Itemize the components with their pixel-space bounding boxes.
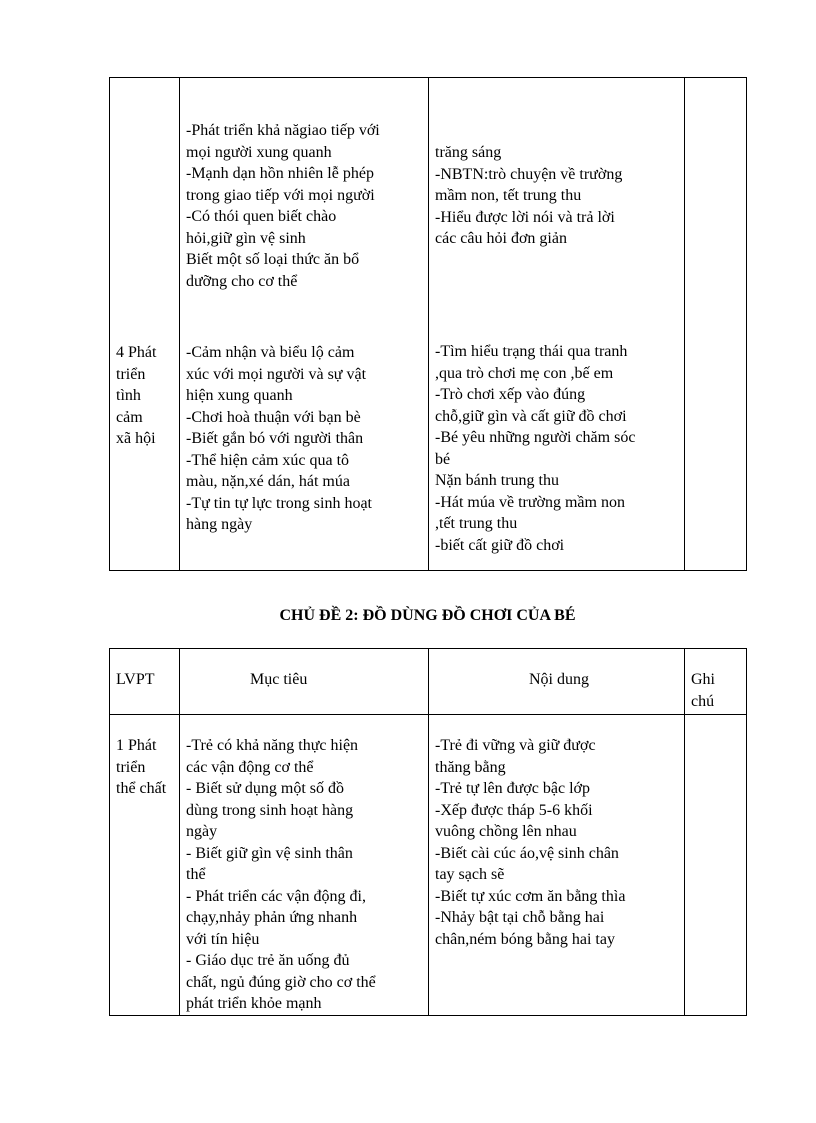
header-label: Ghi: [691, 671, 715, 688]
goal-line: phát triển khỏe mạnh: [186, 995, 322, 1012]
header-row: [110, 649, 747, 715]
area-line: triển: [116, 758, 146, 776]
content-line: -biết cất giữ đồ chơi: [435, 536, 565, 554]
goal-line: - Phát triển các vận động đi,: [186, 887, 366, 905]
goals-table: [109, 648, 747, 1016]
goal-line: hiện xung quanh: [186, 387, 293, 404]
content-line: chỗ,giữ gìn và cất giữ đồ chơi: [435, 407, 627, 425]
area-line: 4 Phát: [116, 344, 157, 361]
goal-line: mọi người xung quanh: [186, 143, 332, 161]
content-line: mầm non, tết trung thu: [435, 187, 582, 204]
area-line: thể chất: [116, 780, 167, 797]
content-line: -Biết cài cúc áo,vệ sinh chân: [435, 844, 619, 862]
area-line: triển: [116, 365, 146, 383]
table-row: [110, 78, 747, 571]
content-line: tay sạch sẽ: [435, 866, 505, 883]
area-line: 1 Phát: [116, 737, 157, 754]
content-line: -Nhảy bật tại chỗ bằng hai: [435, 909, 605, 926]
goal-line: -Trẻ có khả năng thực hiện: [186, 737, 359, 754]
content-cell: [429, 715, 685, 1016]
goal-line: các vận động cơ thể: [186, 758, 314, 776]
goal-line: dưỡng cho cơ thể: [186, 272, 298, 290]
goal-line: Biết một số loại thức ăn bổ: [186, 251, 360, 268]
goal-line: -Thể hiện cảm xúc qua tô: [186, 451, 350, 469]
goal-line: -Biết gắn bó với người thân: [186, 430, 364, 447]
content-line: Nặn bánh trung thu: [435, 472, 559, 489]
content-line: thăng bằng: [435, 758, 506, 776]
goal-line: -Phát triển khả năgiao tiếp với: [186, 122, 380, 139]
goal-line: trong giao tiếp với mọi người: [186, 186, 375, 204]
content-line: -Biết tự xúc cơm ăn bằng thìa: [435, 887, 626, 905]
content-line: -NBTN:trò chuyện về trường: [435, 165, 623, 183]
goal-line: -Có thói quen biết chào: [186, 208, 337, 225]
header-label: chú: [691, 692, 715, 710]
goal-line: - Biết giữ gìn vệ sinh thân: [186, 844, 353, 862]
goal-line: chất, ngủ đúng giờ cho cơ thể: [186, 973, 376, 991]
content-cell: [429, 78, 685, 571]
content-line: -Bé yêu những người chăm sóc: [435, 429, 636, 446]
content-line: vuông chồng lên nhau: [435, 823, 577, 840]
goals-cell: [180, 715, 429, 1016]
goals-table-continued: [109, 77, 747, 571]
goal-line: - Biết sử dụng một số đồ: [186, 780, 345, 797]
content-line: bé: [435, 450, 451, 468]
content-line: -Trẻ tự lên được bậc lớp: [435, 780, 590, 797]
goal-line: xúc với mọi người và sự vật: [186, 365, 367, 383]
goal-line: thể: [186, 866, 206, 883]
goal-line: chạy,nhảy phản ứng nhanh: [186, 909, 358, 926]
goal-line: hỏi,giữ gìn vệ sinh: [186, 229, 306, 247]
goal-line: hàng ngày: [186, 516, 253, 533]
content-line: ,qua trò chơi mẹ con ,bế em: [435, 364, 614, 382]
content-line: -Hát múa về trường mầm non: [435, 493, 625, 511]
goal-line: với tín hiệu: [186, 930, 260, 948]
header-label: Mục tiêu: [250, 671, 308, 688]
header-label: Nội dung: [529, 671, 589, 688]
header-noi-dung: [429, 649, 685, 715]
notes-cell: [685, 78, 747, 571]
content-line: ,tết trung thu: [435, 515, 518, 532]
content-line: -Trẻ đi vững và giữ được: [435, 737, 596, 754]
area-line: tình: [116, 387, 141, 404]
goal-line: -Mạnh dạn hồn nhiên lễ phép: [186, 165, 374, 182]
area-line: xã hội: [116, 430, 156, 447]
header-ghi-chu: [685, 649, 747, 715]
content-line: -Trò chơi xếp vào đúng: [435, 386, 586, 403]
content-line: -Xếp được tháp 5-6 khối: [435, 801, 593, 819]
goal-line: -Tự tin tự lực trong sinh hoạt: [186, 494, 372, 512]
area-line: cảm: [116, 408, 143, 426]
goals-cell: [180, 78, 429, 571]
content-line: trăng sáng: [435, 144, 502, 161]
section-heading: CHỦ ĐỀ 2: ĐỒ DÙNG ĐỒ CHƠI CỦA BÉ: [279, 607, 576, 624]
notes-cell: [685, 715, 747, 1016]
header-label: LVPT: [116, 671, 155, 688]
header-muc-tieu: [180, 649, 429, 715]
goal-line: dùng trong sinh hoạt hàng: [186, 801, 354, 819]
area-cell: [110, 715, 180, 1016]
content-line: -Hiểu được lời nói và trả lời: [435, 208, 615, 226]
goal-line: -Chơi hoà thuận với bạn bè: [186, 408, 361, 426]
goal-line: ngày: [186, 823, 218, 840]
goal-line: -Cảm nhận và biểu lộ cảm: [186, 344, 355, 361]
header-lvpt: [110, 649, 180, 715]
area-cell: [110, 78, 180, 571]
goal-line: màu, nặn,xé dán, hát múa: [186, 473, 350, 490]
goal-line: - Giáo dục trẻ ăn uống đủ: [186, 952, 350, 969]
content-line: chân,ném bóng bằng hai tay: [435, 930, 615, 948]
content-line: các câu hỏi đơn giản: [435, 230, 567, 247]
table-row: [110, 715, 747, 1016]
content-line: -Tìm hiểu trạng thái qua tranh: [435, 343, 628, 360]
